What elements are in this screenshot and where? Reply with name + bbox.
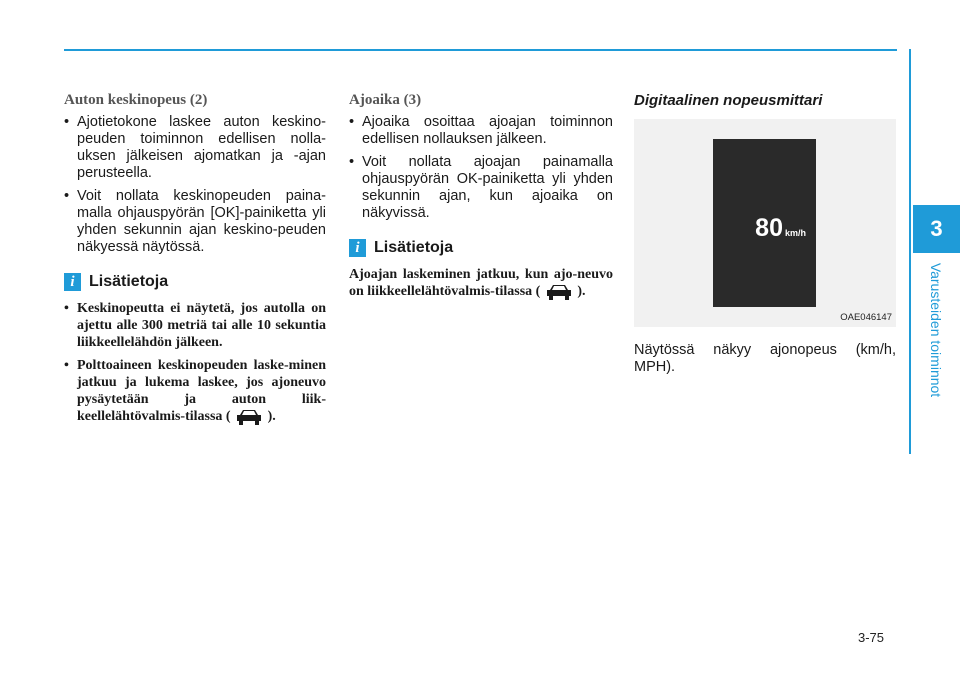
section-heading-digital-speedometer: Digitaalinen nopeusmittari — [634, 92, 823, 109]
section-heading-average-speed: Auton keskinopeus (2) — [64, 92, 208, 108]
info-title: Lisätietoja — [89, 273, 169, 290]
cluster-display — [713, 139, 816, 307]
info-paragraph — [349, 266, 613, 301]
list-item: • Voit nollata ajoajan painamalla ohjauspyörän OK-painiketta yli yhden sekunnin ajan, kun ajoaika on näkyvissä. — [349, 154, 613, 222]
chapter-tab: 3 — [913, 205, 960, 253]
figure-caption: Näytössä näkyy ajonopeus (km/h, MPH). — [634, 342, 896, 375]
info-bullet-text: Polttoaineen keskinopeuden laske-minen jatkuu ja lukema laskee, jos ajoneuvo pysäytetään ja auton liik-keellelähtövalmis-tilassa ( — [77, 358, 326, 425]
info-text: Ajoajan laskeminen jatkuu, kun ajo-neuvo on liikkeellelähtövalmis-tilassa ( — [349, 267, 613, 300]
speedometer-figure — [634, 119, 896, 327]
left-column — [64, 92, 326, 432]
figure-code: OAE046147 — [840, 312, 892, 323]
list-item: • Ajotietokone laskee auton keskino-peuden toiminnon edellisen nolla-uksen jälkeisen ajomatkan ja -ajan perusteella. — [64, 114, 326, 182]
list-item: • Keskinopeutta ei näytetä, jos autolla on ajettu alle 300 metriä tai alle 10 sekuntia liikkeellelähdön jälkeen. — [64, 300, 326, 351]
info-bullet-end: ). — [267, 409, 276, 425]
info-list — [64, 300, 326, 426]
info-title: Lisätietoja — [374, 239, 454, 256]
list-item — [64, 357, 326, 426]
speed-value: 80 — [755, 214, 783, 242]
speed-unit: km/h — [784, 228, 806, 238]
info-icon: i — [64, 273, 81, 291]
list-item: • Voit nollata keskinopeuden paina-malla ohjauspyörän [OK]-painiketta yli yhden sekunnin ajan keskino-peuden näkyessä näytössä. — [64, 188, 326, 256]
right-column — [634, 92, 896, 391]
car-ready-icon — [544, 283, 574, 301]
car-ready-icon — [234, 408, 264, 426]
info-box-header — [349, 239, 613, 257]
info-icon: i — [349, 239, 366, 257]
speed-readout — [755, 214, 806, 243]
list-item: • Ajoaika osoittaa ajoajan toiminnon edellisen nollauksen jälkeen. — [349, 114, 613, 148]
page-number: 3-75 — [858, 630, 885, 645]
info-text-end: ). — [577, 284, 586, 300]
driving-time-list — [349, 114, 613, 222]
middle-column — [349, 92, 613, 301]
section-heading-driving-time: Ajoaika (3) — [349, 92, 422, 108]
top-divider — [64, 49, 897, 51]
chapter-title: Varusteiden toiminnot — [928, 262, 944, 398]
info-box-header — [64, 273, 326, 291]
average-speed-list — [64, 114, 326, 256]
side-divider — [909, 49, 911, 454]
